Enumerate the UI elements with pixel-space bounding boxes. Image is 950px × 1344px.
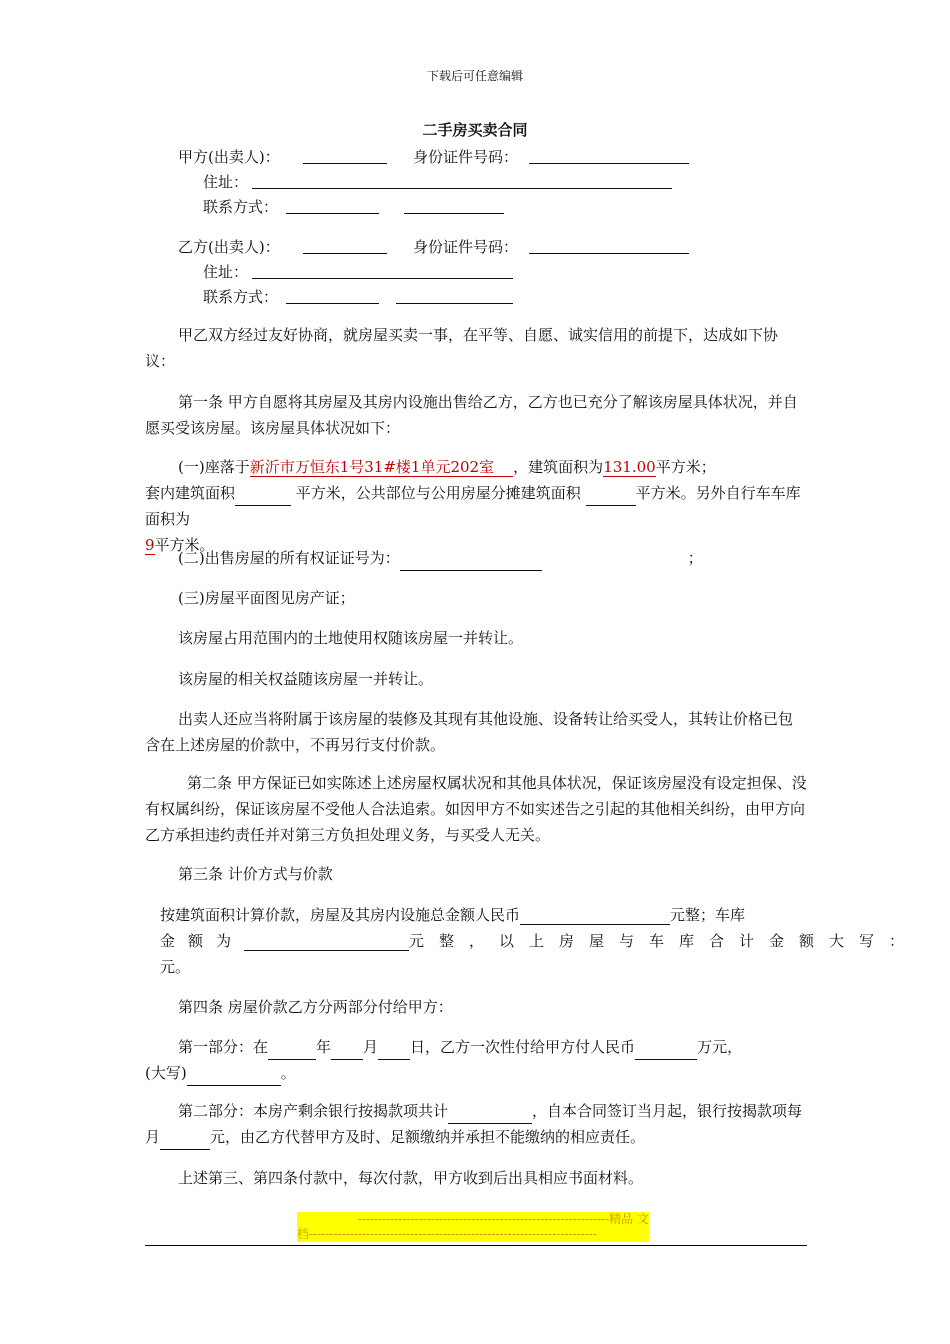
party-a-id-field[interactable] — [529, 147, 689, 164]
public-area-suffix: 平方米。另外自行车车库面积为 — [145, 484, 801, 528]
party-a-contact-field-1[interactable] — [286, 197, 379, 214]
party-b-address-field[interactable] — [252, 262, 513, 279]
footer-line-2: 档----------------------------------------------------------------------- — [297, 1227, 597, 1241]
garage-area-suffix: 平方米。 — [154, 536, 215, 554]
part-1-caps-label: (大写) — [145, 1064, 187, 1082]
party-b-contact-field-1[interactable] — [286, 287, 379, 304]
rights-paragraph — [145, 666, 807, 692]
party-b-address-label: 住址： — [203, 263, 249, 281]
rights-text: 该房屋的相关权益随该房屋一并转让。 — [178, 670, 434, 688]
monthly-payment-field[interactable] — [160, 1132, 210, 1150]
article-1-text: 第一条 甲方自愿将其房屋及其房内设施出售给乙方，乙方也已充分了解该房屋具体状况，并自愿买受该房屋。该房屋具体状况如下： — [145, 393, 798, 437]
property-location[interactable]: 新沂市万恒东1号31#楼1单元202室 — [250, 458, 513, 477]
intro-paragraph — [145, 322, 807, 374]
article-1-item-3 — [145, 585, 807, 611]
payment-note-paragraph — [145, 1165, 807, 1191]
party-a-address-field[interactable] — [252, 172, 672, 189]
part-1-unit: 万元， — [697, 1038, 743, 1056]
part-2-suffix: 元，由乙方代替甲方及时、足额缴纳并承担不能缴纳的相应责任。 — [210, 1128, 646, 1146]
footer-divider — [145, 1245, 807, 1246]
article-4-part-2 — [145, 1098, 807, 1150]
article-2-paragraph — [145, 770, 807, 848]
inner-area-suffix: 平方米，公共部位与公用房屋分摊建筑面积 — [291, 484, 586, 502]
article-2-text: 第二条 甲方保证已如实陈述上述房屋权属状况和其他具体状况，保证该房屋没有设定担保、没有权属纠纷，保证该房屋不受他人合法追索。如因甲方不如实述告之引起的其他相关纠纷，由甲方向乙方承担违约责任并对第三方负担处理义务，与买受人无关。 — [145, 774, 807, 844]
part-1-month-field[interactable] — [331, 1042, 363, 1060]
land-use-text: 该房屋占用范围内的土地使用权随该房屋一并转让。 — [178, 629, 524, 647]
item-2-prefix: (二)出售房屋的所有权证证号为： — [178, 549, 400, 567]
item-1-prefix: (一)座落于 — [178, 458, 250, 476]
party-a-id-label: 身份证件号码： — [413, 148, 519, 166]
party-b-id-label: 身份证件号码： — [413, 238, 519, 256]
inner-area-field[interactable] — [235, 488, 291, 506]
part-1-day-field[interactable] — [378, 1042, 410, 1060]
article-1-item-2 — [145, 545, 807, 571]
fixtures-paragraph — [145, 706, 807, 758]
article-3-heading — [145, 861, 807, 887]
part-2-middle: ，自本合同签订当月起，银行按揭款项每月 — [145, 1102, 803, 1146]
ownership-certificate-field[interactable] — [400, 553, 542, 571]
part-1-day-label: 日，乙方一次性付给甲方付人民币 — [410, 1038, 636, 1056]
party-b-id-field[interactable] — [529, 237, 689, 254]
party-b-contact-field-2[interactable] — [396, 287, 513, 304]
party-b-name-field[interactable] — [303, 237, 387, 254]
item-3-text: (三)房屋平面图见房产证； — [178, 589, 355, 607]
article-1-item-1 — [145, 454, 807, 558]
article-4-heading — [145, 994, 807, 1020]
party-a-address-label: 住址： — [203, 173, 249, 191]
party-a-contact-label: 联系方式： — [203, 198, 279, 216]
footer-watermark — [297, 1212, 649, 1242]
part-1-caps-field[interactable] — [187, 1068, 281, 1086]
article-1-paragraph — [145, 389, 807, 441]
party-b-label: 乙方(出卖人)： — [178, 238, 280, 256]
article-3-line-1 — [160, 905, 745, 925]
article-3-line-1-prefix: 按建筑面积计算价款，房屋及其房内设施总金额人民币 — [160, 906, 521, 924]
contract-title: 二手房买卖合同 — [422, 121, 528, 139]
part-1-month-label: 月 — [363, 1038, 379, 1056]
item-1-area-prefix: ，建筑面积为 — [513, 458, 604, 476]
article-3-line-3: 元。 — [160, 958, 191, 976]
part-1-prefix: 第一部分：在 — [178, 1038, 269, 1056]
header-note: 下载后可任意编辑 — [426, 69, 523, 83]
fixtures-text: 出卖人还应当将附属于该房屋的装修及其现有其他设施、设备转让给买受人，其转让价格已包含在上述房屋的价款中，不再另行支付价款。 — [145, 710, 794, 754]
article-4-part-1 — [145, 1034, 807, 1086]
garage-price-field[interactable] — [244, 933, 409, 951]
part-1-caps-suffix: 。 — [280, 1064, 296, 1082]
public-area-field[interactable] — [586, 488, 636, 506]
intro-text: 甲乙双方经过友好协商，就房屋买卖一事，在平等、自愿、诚实信用的前提下，达成如下协议： — [145, 326, 779, 370]
article-4-heading-text: 第四条 房屋价款乙方分两部分付给甲方： — [178, 998, 453, 1016]
garage-area-value[interactable]: 9 — [145, 536, 155, 554]
house-price-field[interactable] — [520, 907, 670, 925]
item-1-area-suffix: 平方米； — [655, 458, 716, 476]
footer-line-1: --------------------------------------------------------------精品 文 — [357, 1212, 649, 1226]
party-a-contact-field-2[interactable] — [404, 197, 504, 214]
party-b-contact-label: 联系方式： — [203, 288, 279, 306]
part-1-amount-field[interactable] — [635, 1042, 697, 1060]
inner-area-prefix: 套内建筑面积 — [145, 484, 236, 502]
building-area-value[interactable]: 131.00 — [603, 458, 656, 476]
payment-note-text: 上述第三、第四条付款中，每次付款，甲方收到后出具相应书面材料。 — [178, 1169, 644, 1187]
article-3-line-2-suffix: 元整，以上房屋与车库合计金额大写： — [409, 932, 920, 950]
article-3-heading-text: 第三条 计价方式与价款 — [178, 865, 333, 883]
part-1-year-label: 年 — [316, 1038, 332, 1056]
article-3-line-2 — [160, 931, 920, 951]
land-use-paragraph — [145, 625, 807, 651]
article-3-line-2-prefix: 金额为 — [160, 932, 245, 950]
mortgage-total-field[interactable] — [448, 1106, 532, 1124]
article-3-line-1-suffix: 元整；车库 — [670, 906, 746, 924]
part-2-prefix: 第二部分：本房产剩余银行按揭款项共计 — [178, 1102, 449, 1120]
party-a-label: 甲方(出卖人)： — [178, 148, 280, 166]
part-1-year-field[interactable] — [268, 1042, 316, 1060]
party-a-name-field[interactable] — [303, 147, 387, 164]
item-2-end: ； — [687, 549, 703, 567]
